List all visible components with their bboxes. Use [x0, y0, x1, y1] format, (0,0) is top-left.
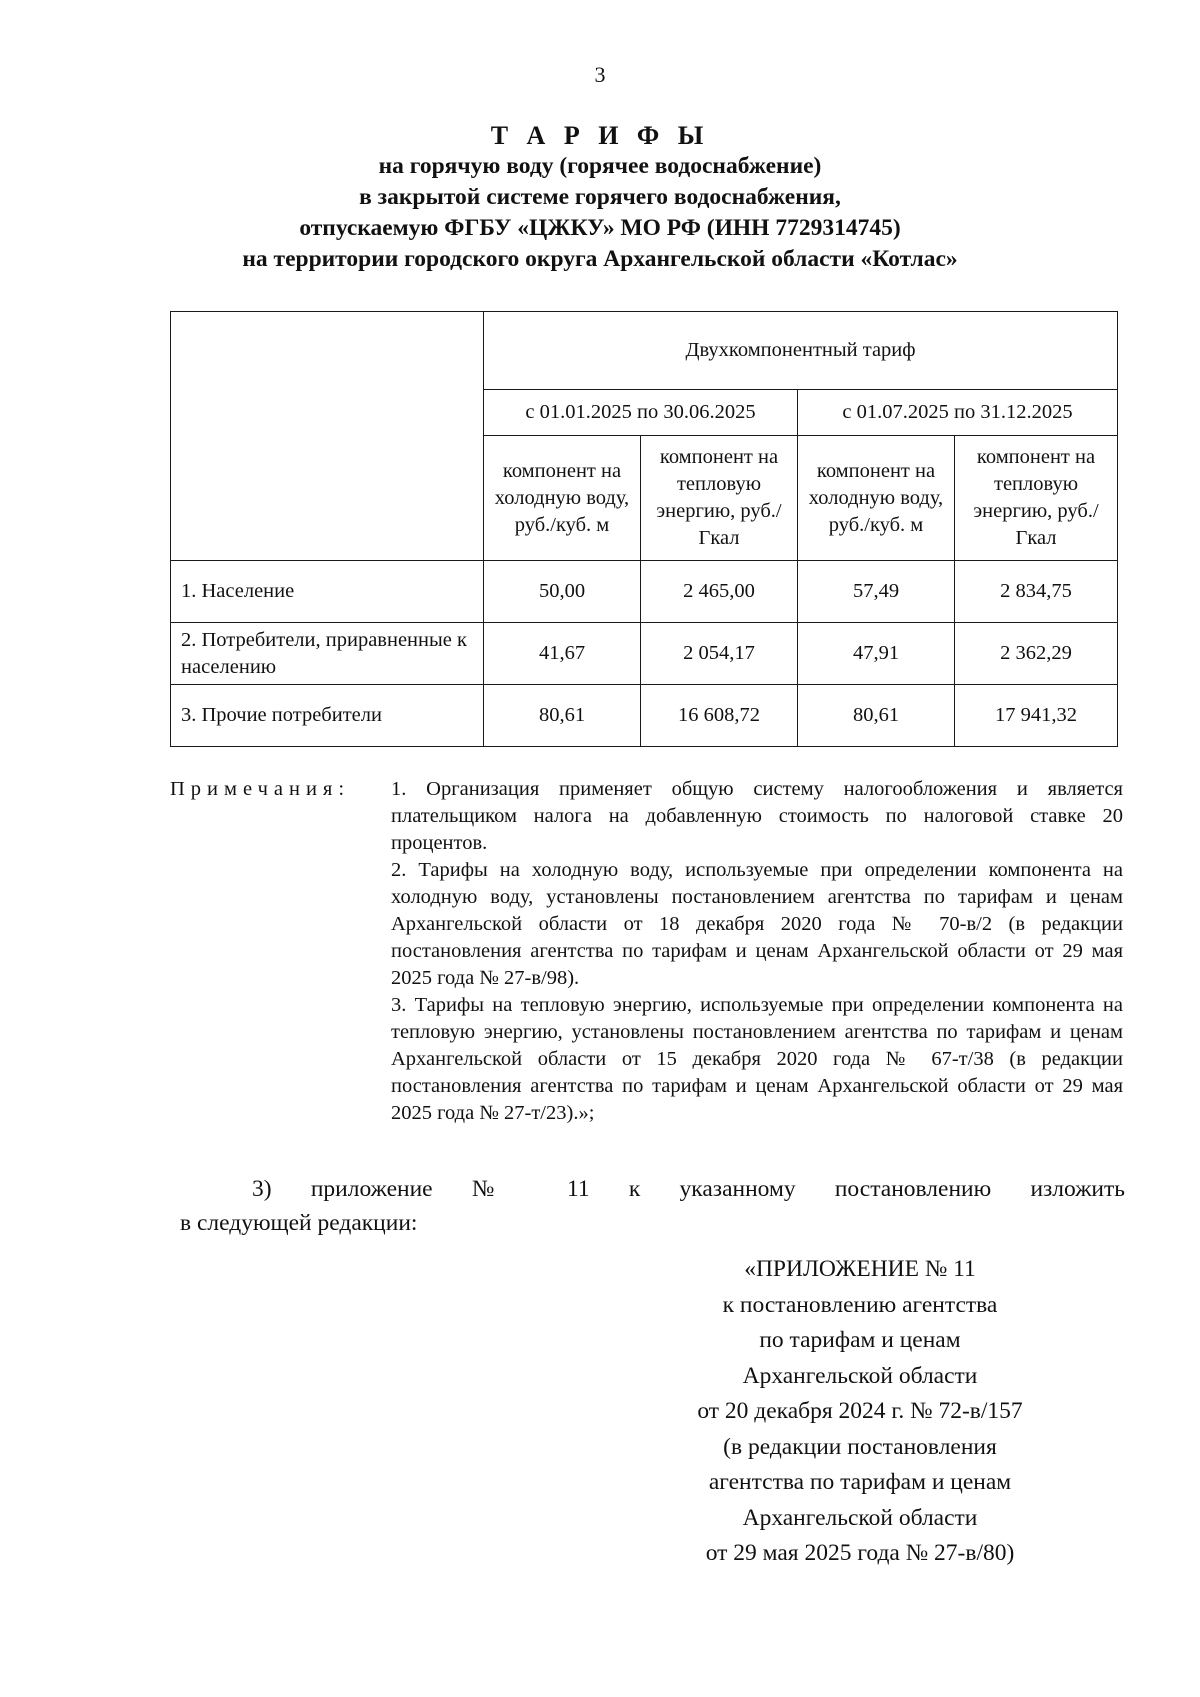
table-row — [171, 685, 1118, 747]
table-component-header: компонент на тепловую энергию, руб./Гкал — [641, 436, 798, 561]
note-item: 3. Тарифы на тепловую энергию, используемые при определении компонента на тепловую энергию, установлены постановлением агентства по тарифам и ценам Архангельской области от 15 декабря 2020 года № 67-т/38 (в редакции постановления агентства по тарифам и ценам Архангельской области от 29 мая 2025 года № 27-т/23).»; — [391, 994, 1123, 1124]
note-item: 2. Тарифы на холодную воду, используемые при определении компонента на холодную воду, установлены постановлением агентства по тарифам и ценам Архангельской области от 18 декабря 2020 года № 70-в/2 (в редакции постановления агентства по тарифам и ценам Архангельской области от 29 мая 2025 года № 27-в/98). — [391, 859, 1123, 989]
table-cell: 41,67 — [484, 623, 641, 685]
title-main: Т А Р И Ф Ы — [490, 121, 710, 150]
table-cell: 80,61 — [798, 685, 955, 747]
paragraph-line: 3) приложение № 11 к указанному постановлению изложить — [252, 1176, 1125, 1202]
title-line: отпускаемую ФГБУ «ЦЖКУ» МО РФ (ИНН 7729314745) — [299, 215, 901, 241]
appendix-line: «ПРИЛОЖЕНИЕ № 11 — [744, 1256, 976, 1282]
table-cell: 80,61 — [484, 685, 641, 747]
note-item: 1. Организация применяет общую систему налогообложения и является плательщиком налога на добавленную стоимость по налоговой ставке 20 процентов. — [391, 778, 1123, 854]
appendix-line: к постановлению агентства — [722, 1291, 998, 1318]
table-cell: 47,91 — [798, 623, 955, 685]
table-component-header: компонент на тепловую энергию, руб./Гкал — [955, 436, 1118, 561]
table-cell: 57,49 — [798, 561, 955, 623]
title-line: в закрытой системе горячего водоснабжения, — [359, 184, 841, 210]
notes-list — [391, 776, 1123, 1127]
table-cell: 2 465,00 — [641, 561, 798, 623]
appendix-line: Архангельской области — [742, 1504, 978, 1531]
table-cell: 2 362,29 — [955, 623, 1118, 685]
title-line: на горячую воду (горячее водоснабжение) — [378, 153, 822, 179]
appendix-line: от 29 мая 2025 года № 27-в/80) — [705, 1540, 1015, 1566]
amendment-paragraph — [180, 1172, 1125, 1240]
appendix-line: (в редакции постановления — [723, 1433, 997, 1460]
table-period: с 01.07.2025 по 31.12.2025 — [798, 390, 1118, 436]
page-number: 3 — [594, 62, 606, 87]
table-header-top: Двухкомпонентный тариф — [484, 312, 1118, 390]
table-header-row — [171, 312, 1118, 390]
table-row-label: 2. Потребители, приравненные к населению — [171, 623, 484, 685]
table-component-header: компонент на холодную воду, руб./куб. м — [798, 436, 955, 561]
paragraph-line: в следующей редакции: — [180, 1210, 418, 1236]
table-row — [171, 561, 1118, 623]
table-row — [171, 623, 1118, 685]
table-period: с 01.01.2025 по 30.06.2025 — [484, 390, 798, 436]
table-row-label: 1. Население — [171, 561, 484, 623]
appendix-line: Архангельской области — [742, 1362, 978, 1389]
table-corner-cell — [171, 312, 484, 561]
notes-label: Примечания: — [170, 778, 351, 800]
document-title — [120, 120, 1080, 275]
table-row-label: 3. Прочие потребители — [171, 685, 484, 747]
table-cell: 2 054,17 — [641, 623, 798, 685]
appendix-block — [640, 1252, 1080, 1572]
table-cell: 17 941,32 — [955, 685, 1118, 747]
appendix-line: от 20 декабря 2024 г. № 72-в/157 — [697, 1398, 1023, 1424]
table-cell: 16 608,72 — [641, 685, 798, 747]
tariff-table — [170, 311, 1118, 747]
table-cell: 2 834,75 — [955, 561, 1118, 623]
title-line: на территории городского округа Архангельской области «Котлас» — [242, 246, 958, 272]
appendix-line: по тарифам и ценам — [759, 1327, 961, 1353]
appendix-line: агентства по тарифам и ценам — [708, 1469, 1012, 1495]
table-component-header: компонент на холодную воду, руб./куб. м — [484, 436, 641, 561]
table-cell: 50,00 — [484, 561, 641, 623]
